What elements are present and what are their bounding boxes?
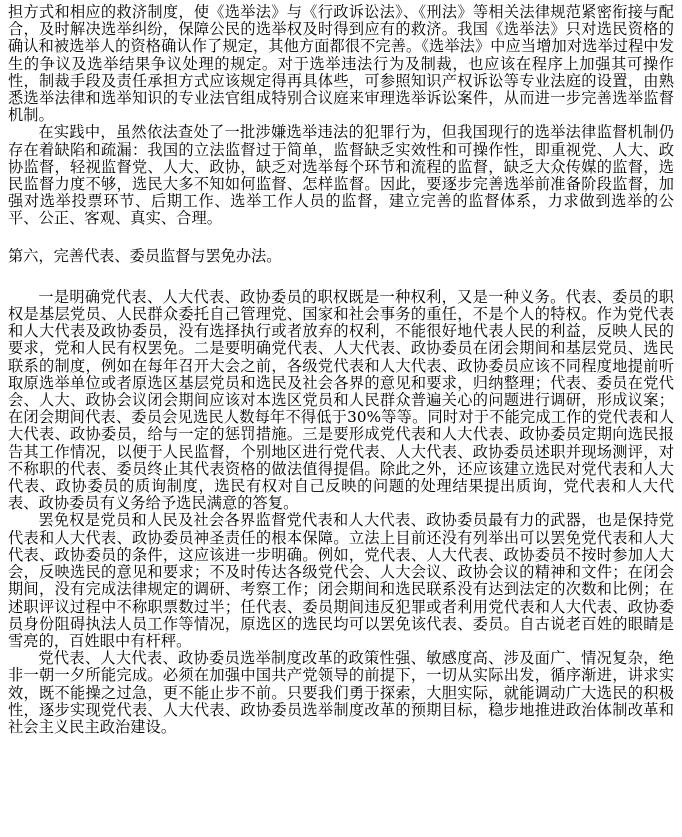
paragraph-recall: 罢免权是党员和人民及社会各界监督党代表和人大代表、政协委员最有力的武器，也是保持党代表和人大代表、政协委员神圣责任的根本保障。立法上目前还没有列举出可以罢免党代表和人大代表、政协委员的条件，这应该进一步明确。例如，党代表、人大代表、政协委员不按时参加人大会，反映选民的意见和要求；不及时传达各级党代会、人大会议、政协会议的精神和文件；在闭会期间，没有完成法律规定的调研、考察工作；闭会期间和选民联系没有达到法定的次数和比例；在述职评议过程中不称职票数过半；任代表、委员期间违反犯罪或者利用党代表和人大代表、政协委员身份阻碍执法人员工作等情况，原选区的选民均可以罢免该代表、委员。自古说老百姓的眼睛是雪亮的，百姓眼中有杆秤。 [8, 511, 674, 650]
paragraph-remedy-system: 担方式和相应的救济制度，使《选举法》与《行政诉讼法》、《刑法》等相关法律规范紧密衔接与配合，及时解决选举纠纷，保障公民的选举权及时得到应有的救济。我国《选举法》只对选民资格的确认和被选举人的资格确认作了规定，其他方面都很不完善。《选举法》中应当增加对选举过程中发生的争议及选举结果争议处理的规定。对于选举违法行为及制裁，也应该在程序上加强其可操作性，制裁手段及责任承担方式应该规定得再具体些，可参照知识产权诉讼等专业法庭的设置，由熟悉选举法律和选举知识的专业法官组成特别合议庭来审理选举诉讼案件，从而进一步完善选举监督机制。 [8, 3, 674, 125]
paragraph-duties: 一是明确党代表、人大代表、政协委员的职权既是一种权利，又是一种义务。代表、委员的职权是基层党员、人民群众委托自己管理党、国家和社会事务的重任，不是个人的特权。作为党代表和人大代表及政协委员，没有选择执行或者放弃的权利，不能很好地代表人民的利益，反映人民的要求，党和人民有权罢免。二是要明确党代表、人大代表、政协委员在闭会期间和基层党员、选民联系的制度，例如在每年召开大会之前，各级党代表和人大代表、政协委员应该不同程度地提前听取原选举单位或者原选区基层党员和选民及社会各界的意见和要求，归纳整理；代表、委员在党代会、人大、政协会议闭会期间应该对本选区党员和人民群众普遍关心的问题进行调研，形成议案；在闭会期间代表、委员会见选民人数每年不得低于30%等等。同时对于不能完成工作的党代表和人大代表、政协委员，给与一定的惩罚措施。三是要形成党代表和人大代表、政协委员定期向选民报告其工作情况，以便于人民监督，个别地区进行党代表、人大代表、政协委员述职并现场测评，对不称职的代表、委员终止其代表资格的做法值得提倡。除此之外，还应该建立选民对党代表和人大代表、政协委员的质询制度，选民有权对自己反映的问题的处理结果提出质询，党代表和人大代表、政协委员有义务给予选民满意的答复。 [8, 287, 674, 513]
paragraph-reform: 党代表、人大代表、政协委员选举制度改革的政策性强、敏感度高、涉及面广、情况复杂，绝非一朝一夕所能完成。必须在加强中国共产党领导的前提下，一切从实际出发，循序渐进，讲求实效，既不能操之过急，更不能止步不前。只要我们勇于探索，大胆实际，就能调动广大选民的积极性，逐步实现党代表、人大代表、政协委员选举制度改革的预期目标，稳步地推进政治体制改革和社会主义民主政治建设。 [8, 649, 674, 736]
spacer [8, 265, 674, 289]
paragraph-supervision-defects: 在实践中，虽然依法查处了一批涉嫌选举违法的犯罪行为，但我国现行的选举法律监督机制仍存在着缺陷和疏漏：我国的立法监督过于简单，监督缺乏实效性和可操作性，即重视党、人大、政协监督，轻视监督党、人大、政协，缺乏对选举每个环节和流程的监督，缺乏大众传媒的监督，选民监督力度不够，选民大多不知如何监督、怎样监督。因此，要逐步完善选举前准备阶段监督，加强对选举投票环节、后期工作、选举工作人员的监督，建立完善的监督体系，力求做到选举的公平、公正、客观、真实、合理。 [8, 123, 674, 228]
spacer [8, 228, 674, 248]
section-heading: 第六，完善代表、委员监督与罢免办法。 [8, 246, 282, 265]
